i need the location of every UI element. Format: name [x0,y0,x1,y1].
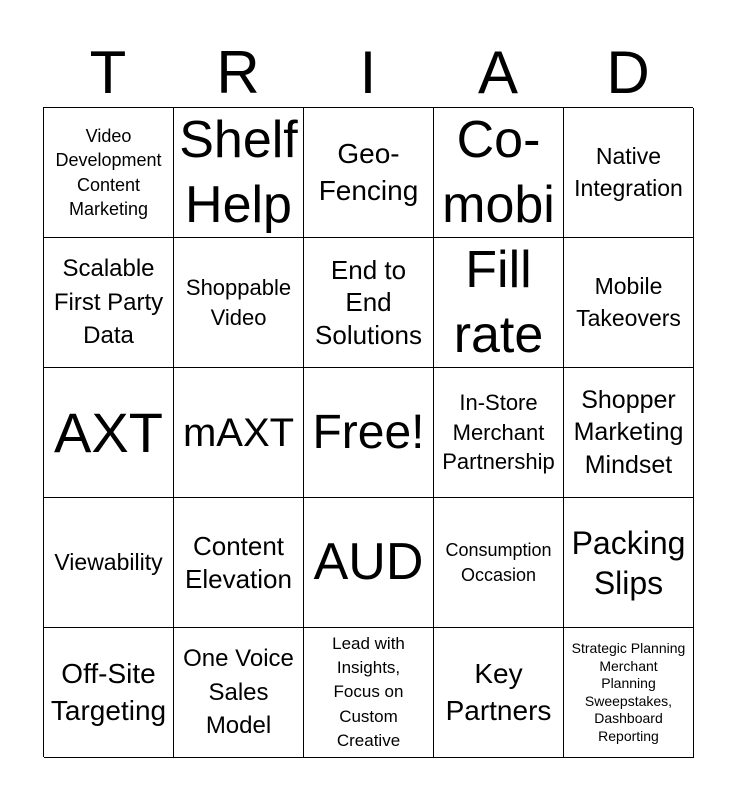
cell-text: AXT [54,400,163,464]
cell-text: mAXT [182,410,295,455]
bingo-cell[interactable] [564,628,694,758]
cell-text: End to End Solutions [315,254,422,350]
bingo-cell[interactable] [564,238,694,368]
bingo-cell[interactable] [304,628,434,758]
bingo-cell[interactable] [434,498,564,628]
cell-text: Shoppable Video [185,274,292,330]
bingo-cell[interactable] [304,238,434,368]
cell-text: Mobile Takeovers [576,272,681,331]
cell-text: In-Store Merchant Partnership [442,389,555,475]
cell-text: Shelf Help [179,110,298,234]
header-letter-t: T [89,39,127,106]
bingo-cell[interactable] [174,368,304,498]
bingo-cell[interactable] [174,238,304,368]
cell-text: Packing Slips [571,524,686,601]
header-letter-a: A [477,39,519,106]
header-letter-d: D [606,39,650,106]
bingo-cell[interactable] [304,498,434,628]
cell-text: Strategic Planning Merchant Planning Sweepstakes, Dashboard Reporting [571,640,686,744]
cell-text: Lead with Insights, Focus on Custom Creative [332,634,405,750]
bingo-cell[interactable] [44,108,174,238]
cell-text: One Voice Sales Model [183,645,294,740]
cell-text: Fill rate [453,240,544,364]
bingo-cell[interactable] [434,368,564,498]
bingo-cell[interactable] [174,498,304,628]
free-space-text: Free! [312,405,425,459]
bingo-cell[interactable] [44,498,174,628]
bingo-board [43,107,693,757]
bingo-cell[interactable] [434,108,564,238]
cell-text: Content Elevation [185,531,292,594]
cell-text: Consumption Occasion [445,540,552,585]
cell-text: Shopper Marketing Mindset [573,385,684,479]
cell-text: Key Partners [445,658,552,726]
header-letter-r: R [216,39,260,106]
bingo-cell[interactable] [174,108,304,238]
bingo-cell[interactable] [44,368,174,498]
cell-text: Scalable First Party Data [53,255,164,350]
cell-text: Video Development Content Marketing [55,125,162,219]
bingo-cell[interactable] [564,108,694,238]
bingo-header [43,40,693,106]
cell-text: Off-Site Targeting [50,658,167,726]
bingo-cell[interactable] [434,628,564,758]
bingo-cell[interactable] [44,238,174,368]
bingo-cell[interactable] [44,628,174,758]
cell-text: AUD [313,533,424,591]
bingo-cell[interactable] [174,628,304,758]
cell-text: Viewability [54,548,163,575]
bingo-cell[interactable] [304,108,434,238]
cell-text: Geo- Fencing [318,138,419,206]
free-space-cell[interactable] [304,368,434,498]
bingo-cell[interactable] [564,368,694,498]
header-letter-i: I [359,39,377,106]
bingo-cell[interactable] [434,238,564,368]
cell-text: Native Integration [574,142,683,201]
bingo-cell[interactable] [564,498,694,628]
cell-text: Co- mobi [442,110,555,234]
